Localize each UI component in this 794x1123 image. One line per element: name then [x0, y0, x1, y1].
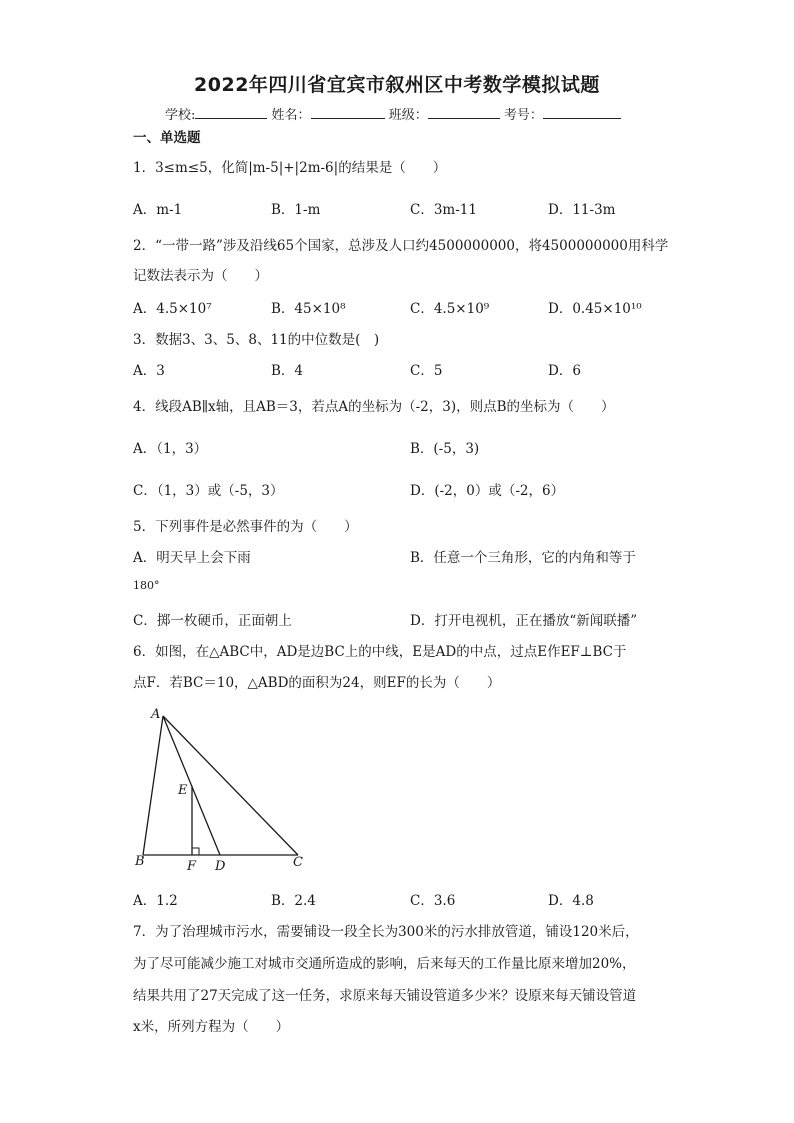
- school-label: 学校:: [165, 108, 196, 123]
- q6-option-a[interactable]: A．1.2: [133, 893, 178, 909]
- q3-option-d[interactable]: D．6: [548, 363, 581, 379]
- q6-option-c[interactable]: C．3.6: [410, 893, 456, 909]
- question-7-stem-line1: 7．为了治理城市污水，需要铺设一段全长为300米的污水排放管道，铺设120米后，: [133, 924, 639, 940]
- q1-option-d[interactable]: D．11-3m: [548, 202, 616, 218]
- q3-option-c[interactable]: C．5: [410, 363, 443, 379]
- name-blank[interactable]: [311, 106, 385, 119]
- number-label: 考号：: [503, 108, 543, 123]
- side-ab: [143, 716, 163, 855]
- q6-option-b[interactable]: B．2.4: [271, 893, 316, 909]
- q4-option-c[interactable]: C．（1，3）或（-5，3）: [133, 483, 284, 499]
- number-blank[interactable]: [543, 106, 621, 119]
- question-5-stem: 5．下列事件是必然事件的为（ ）: [133, 519, 358, 535]
- question-6-stem-line1: 6．如图，在△ABC中，AD是边BC上的中线，E是AD的中点，过点E作EF⊥BC于: [133, 644, 627, 660]
- question-3-stem: 3．数据3、3、5、8、11的中位数是( ): [133, 332, 380, 348]
- question-2-stem-line1: 2．“一带一路”涉及沿线65个国家，总涉及人口约4500000000，将4500000000用科学: [133, 238, 669, 254]
- q5-option-d[interactable]: D．打开电视机，正在播放“新闻联播”: [410, 613, 638, 629]
- student-info: [165, 104, 621, 123]
- q4-option-d[interactable]: D．(-2，0）或（-2，6）: [410, 483, 565, 499]
- label-e: E: [178, 783, 188, 798]
- question-4-stem: 4．线段AB∥x轴，且AB＝3，若点A的坐标为（-2，3)，则点B的坐标为（ ）: [133, 399, 615, 415]
- q3-option-b[interactable]: B．4: [271, 363, 304, 379]
- label-b: B: [135, 854, 145, 869]
- q5-option-b-continued: 180°: [133, 579, 160, 592]
- right-angle-mark: [192, 848, 199, 855]
- q1-option-b[interactable]: B．1-m: [271, 202, 321, 218]
- q1-option-a[interactable]: A．m-1: [133, 202, 183, 218]
- class-label: 班级：: [388, 108, 428, 123]
- question-7-stem-line3: 结果共用了27天完成了这一任务，求原来每天铺设管道多少米？设原来每天铺设管道: [133, 988, 637, 1004]
- question-1-stem: 1．3≤m≤5，化简|m-5|+|2m-6|的结果是（ ）: [133, 160, 447, 176]
- section-heading: 一、单选题: [133, 130, 201, 146]
- q4-option-a[interactable]: A．（1，3）: [133, 441, 208, 457]
- q5-option-c[interactable]: C．掷一枚硬币，正面朝上: [133, 613, 292, 629]
- label-a: A: [151, 707, 161, 722]
- q1-option-c[interactable]: C．3m-11: [410, 202, 477, 218]
- q4-option-b[interactable]: B．(-5，3): [410, 441, 480, 457]
- question-6-stem-line2: 点F．若BC＝10，△ABD的面积为24，则EF的长为（ ）: [133, 675, 501, 691]
- page-title: 2022年四川省宜宾市叙州区中考数学模拟试题: [194, 74, 600, 96]
- label-d: D: [215, 859, 226, 874]
- q3-option-a[interactable]: A．3: [133, 363, 165, 379]
- q5-option-b[interactable]: B．任意一个三角形，它的内角和等于: [410, 550, 636, 566]
- question-7-stem-line4: x米，所列方程为（ ）: [133, 1019, 290, 1035]
- question-2-stem-line2: 记数法表示为（ ）: [133, 268, 268, 284]
- q2-option-c[interactable]: C．4.5×10⁹: [410, 301, 490, 317]
- q6-option-d[interactable]: D．4.8: [548, 893, 594, 909]
- q5-option-a[interactable]: A．明天早上会下雨: [133, 550, 251, 566]
- school-blank[interactable]: [195, 106, 267, 119]
- label-f: F: [187, 859, 197, 874]
- question-7-stem-line2: 为了尽可能减少施工对城市交通所造成的影响，后来每天的工作量比原来增加20%，: [133, 956, 636, 972]
- q2-option-d[interactable]: D．0.45×10¹⁰: [548, 301, 642, 317]
- class-blank[interactable]: [428, 106, 500, 119]
- name-label: 姓名：: [271, 108, 311, 123]
- q2-option-a[interactable]: A．4.5×10⁷: [133, 301, 212, 317]
- triangle-figure: [132, 700, 322, 880]
- q2-option-b[interactable]: B．45×10⁸: [271, 301, 346, 317]
- label-c: C: [293, 855, 303, 870]
